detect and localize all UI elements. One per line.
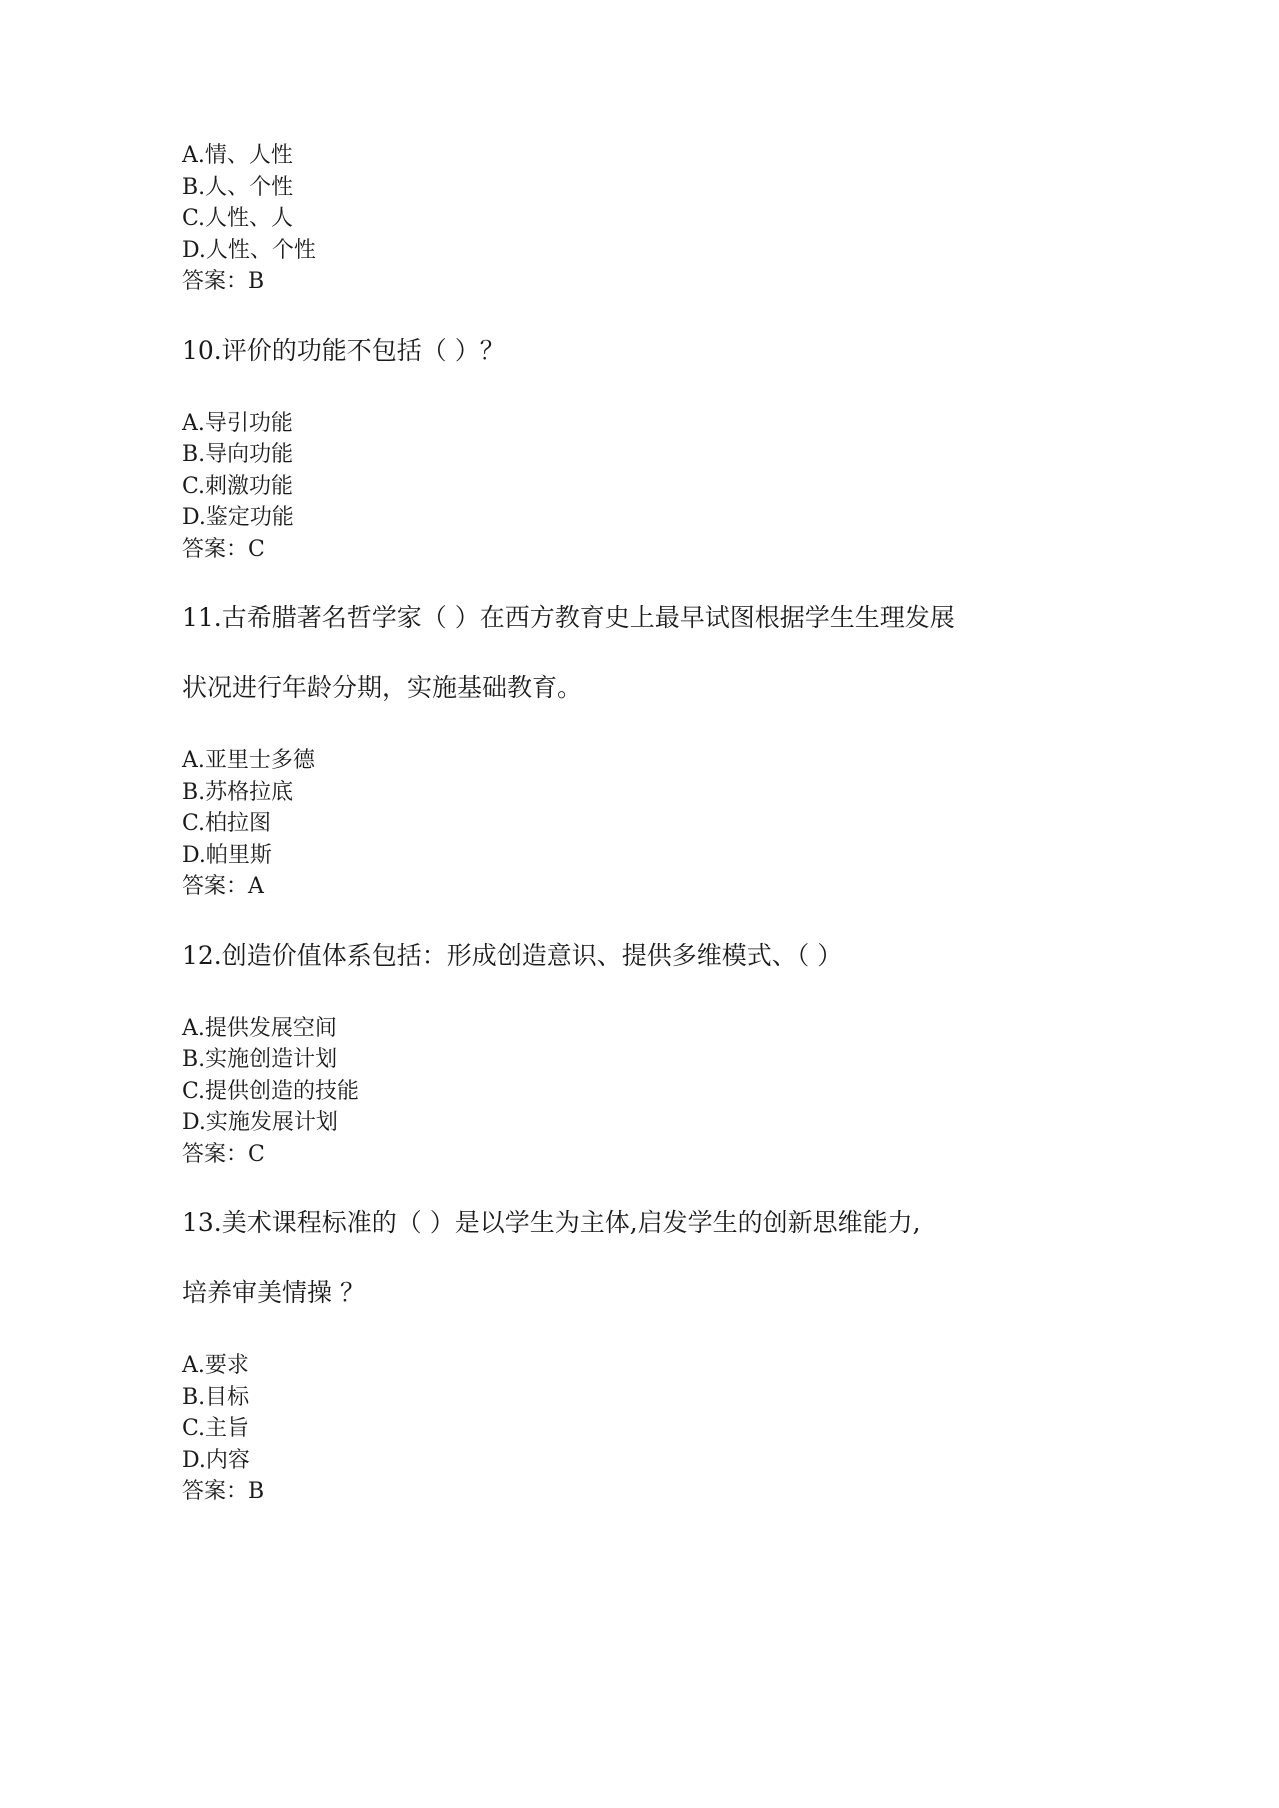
option-c: C.主旨 (182, 1416, 250, 1441)
question-9-tail (182, 140, 1102, 298)
option-a: A.提供发展空间 (182, 1015, 337, 1041)
option-b: B.人、个性 (182, 174, 294, 200)
option-a: A.亚里士多德 (182, 748, 315, 773)
answer: 答案：C (182, 536, 265, 562)
question-text-continued: 培养审美情操 ？ (182, 1278, 365, 1307)
question-text-continued: 状况进行年龄分期，实施基础教育。 (182, 673, 583, 702)
answer: 答案：C (182, 1141, 265, 1167)
question-10 (182, 332, 1102, 566)
option-d: D.人性、个性 (182, 237, 316, 263)
question-text: 12.创造价值体系包括：形成创造意识、提供多维模式、（ ） (182, 940, 843, 970)
option-d: D.鉴定功能 (182, 505, 294, 530)
option-c: C.提供创造的技能 (182, 1078, 360, 1104)
option-a: A.情、人性 (182, 143, 293, 168)
question-12 (182, 937, 1102, 1171)
question-text: 10.评价的功能不包括（ ）？ (182, 335, 505, 365)
option-b: B.苏格拉底 (182, 779, 294, 805)
option-b: B.实施创造计划 (182, 1047, 338, 1072)
option-d: D.实施发展计划 (182, 1110, 338, 1135)
option-a: A.导引功能 (182, 410, 293, 436)
question-text: 11.古希腊著名哲学家（ ）在西方教育史上最早试图根据学生生理发展 (182, 603, 955, 632)
option-c: C.柏拉图 (182, 811, 272, 836)
exam-page (182, 140, 1102, 1508)
option-d: D.帕里斯 (182, 842, 272, 868)
option-b: B.目标 (182, 1384, 250, 1410)
option-b: B.导向功能 (182, 442, 294, 467)
option-d: D.内容 (182, 1447, 250, 1473)
answer: 答案：B (182, 1479, 265, 1504)
answer: 答案：B (182, 269, 265, 294)
answer: 答案：A (182, 874, 264, 899)
option-a: A.要求 (182, 1353, 249, 1378)
question-11 (182, 599, 1102, 903)
question-13 (182, 1204, 1102, 1508)
option-c: C.人性、人 (182, 206, 294, 231)
option-c: C.刺激功能 (182, 473, 294, 499)
question-text: 13.美术课程标准的（ ）是以学生为主体,启发学生的创新思维能力, (182, 1208, 921, 1237)
